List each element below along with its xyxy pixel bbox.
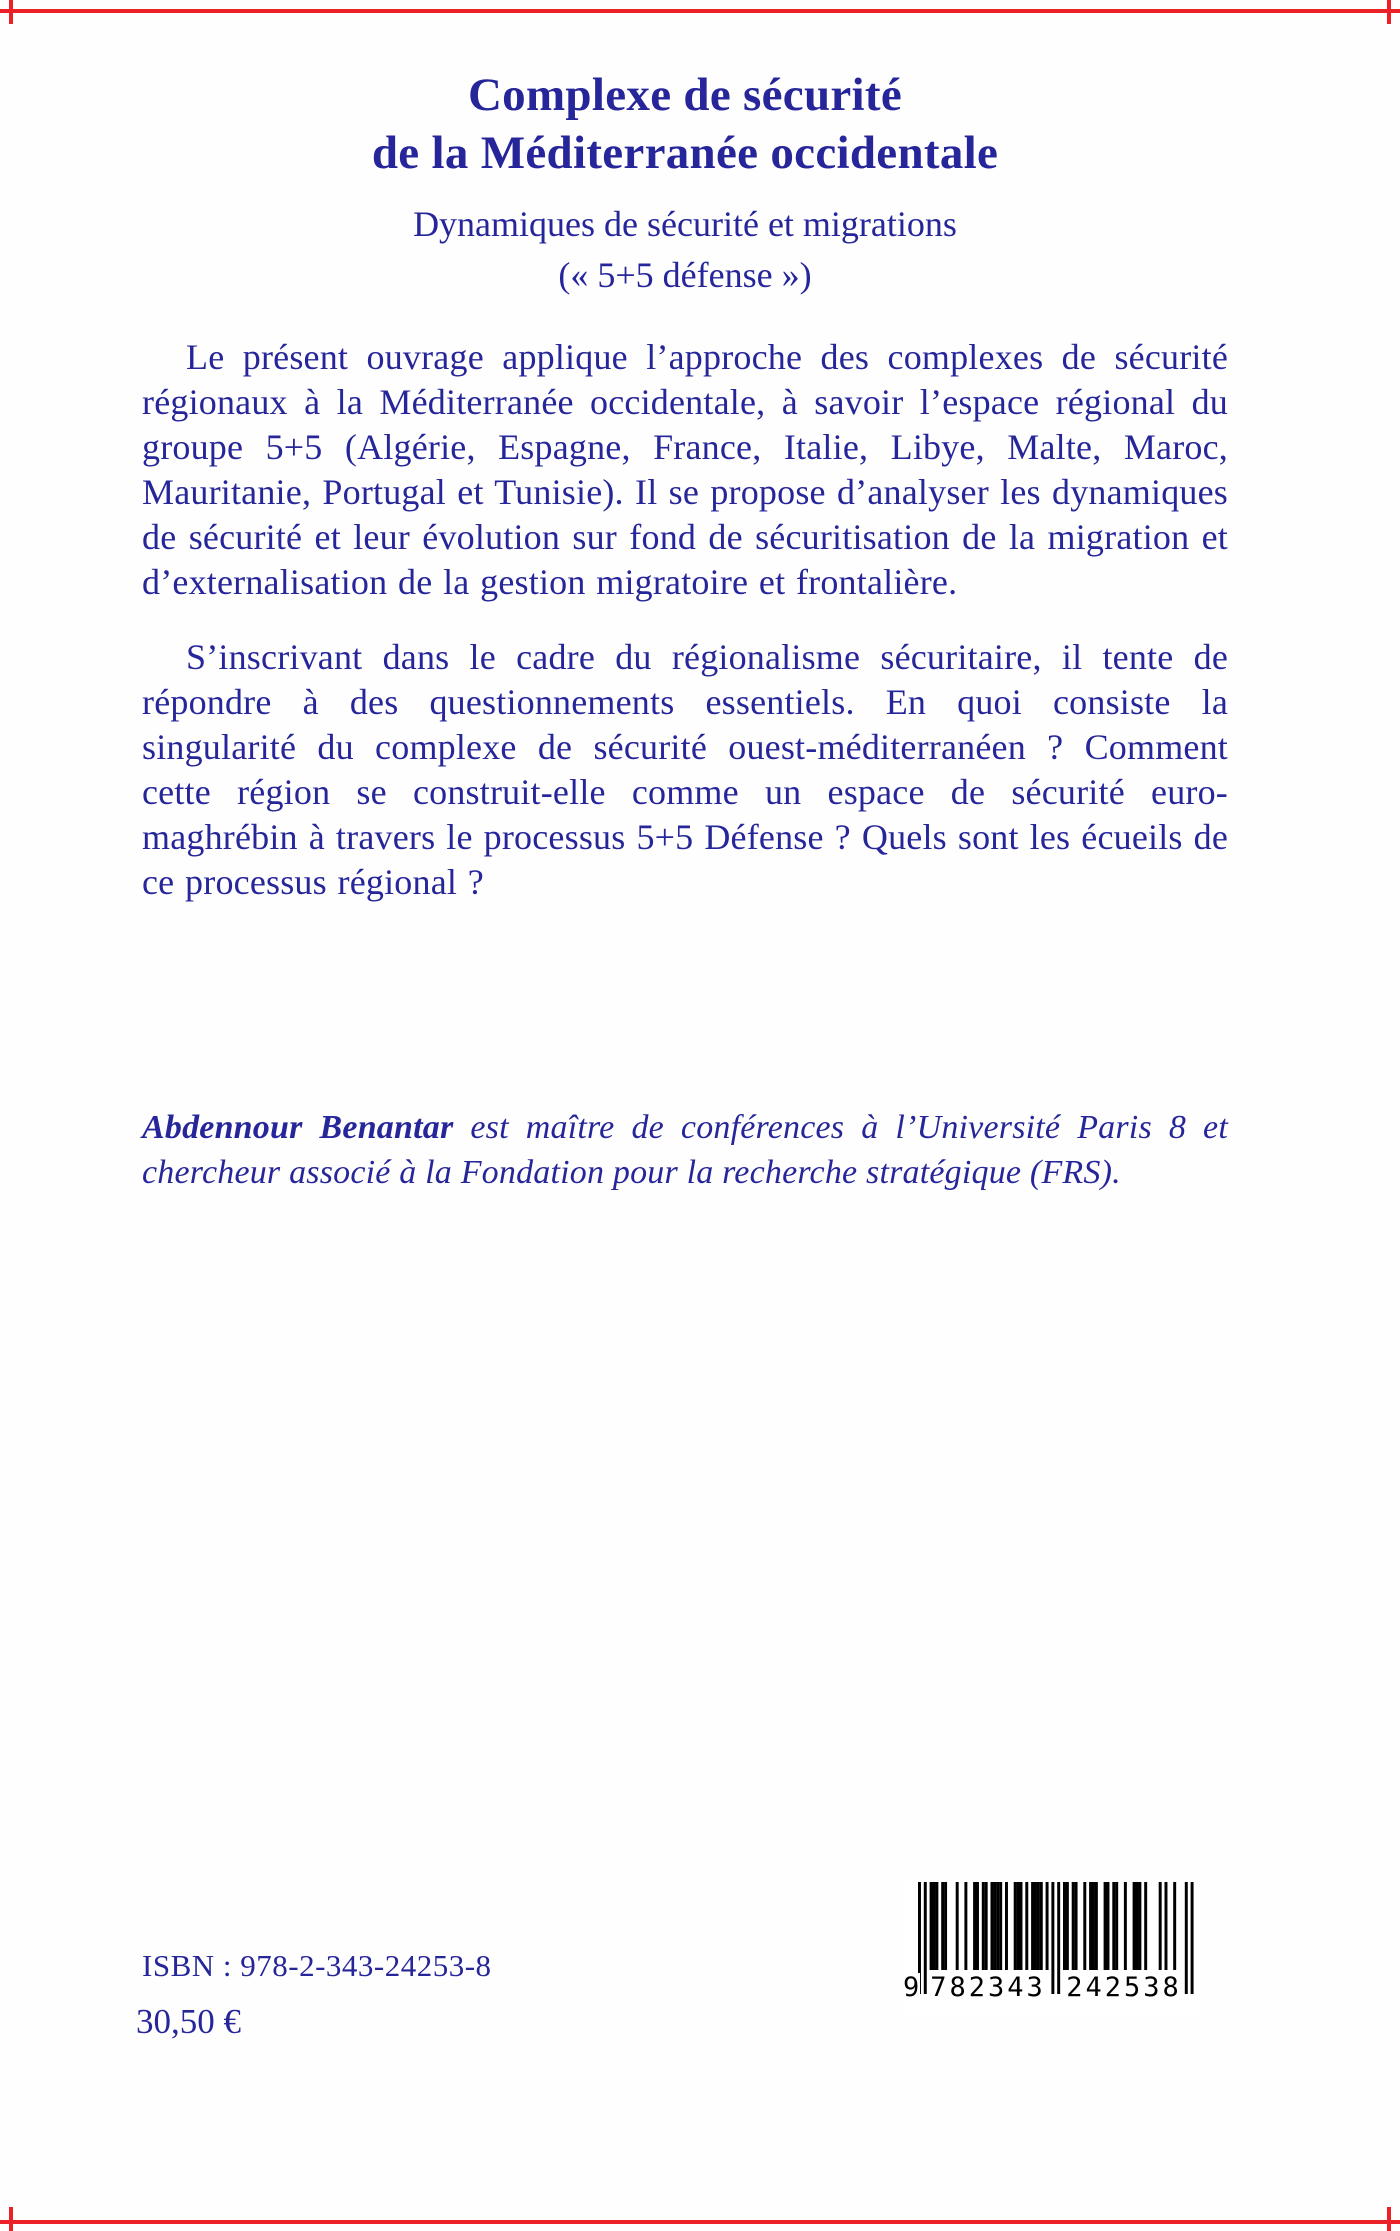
barcode-digits-group2: 242538 [1066, 1972, 1182, 2003]
book-subtitle-line2: (« 5+5 défense ») [558, 254, 812, 295]
barcode [902, 1882, 1202, 2017]
back-cover-text-block [142, 0, 1228, 1195]
barcode-number [902, 1973, 1202, 2003]
barcode-digit-first: 9 [903, 1972, 920, 2003]
price-text: 30,50 € [136, 2002, 241, 2041]
synopsis-paragraph-1: Le présent ouvrage applique l’approche des complexes de sécurité régionaux à la Méditerranée occidentale, à savoir l’espace régional du groupe 5+5 (Algérie, Espagne, France, Italie, Libye, Malte, Maroc, Mauritanie, Portugal et Tunisie). Il se propose d’analyser les dynamiques de sécurité et leur évolution sur fond de sécuritisation de la migration et d’externalisation de la gestion migratoire et frontalière. [142, 336, 1228, 602]
author-bio [142, 1105, 1228, 1195]
crop-mark-bottom-left-tick [9, 2207, 13, 2231]
crop-mark-bottom-right-tick [1387, 2207, 1391, 2231]
book-title-line1: Complexe de sécurité [467, 69, 903, 121]
book-subtitle-line1: Dynamiques de sécurité et migrations [413, 203, 957, 244]
book-title-line2: de la Méditerranée occidentale [371, 127, 999, 180]
book-subtitle [142, 199, 1228, 301]
author-bio-text: est maître de conférences à l’Université Paris 8 et chercheur associé à la Fondation pour la recherche stratégique (FRS). [142, 1108, 1228, 1191]
synopsis-paragraph-2: S’inscrivant dans le cadre du régionalisme sécuritaire, il tente de répondre à des questionnements essentiels. En quoi consiste la singularité du complexe de sécurité ouest-méditerranéen ? Comment cette région se construit-elle comme un espace de sécurité euro-maghrébin à travers le processus 5+5 Défense ? Quels sont les écueils de ce processus régional ? [142, 636, 1228, 902]
crop-mark-bottom-line [0, 2220, 1400, 2224]
book-title [142, 66, 1228, 183]
crop-mark-top-left-tick [9, 0, 13, 24]
isbn-text: ISBN : 978-2-343-24253-8 [142, 1948, 492, 1983]
author-name: Abdennour Benantar [142, 1108, 454, 1146]
barcode-digits-group1: 782343 [930, 1972, 1046, 2003]
crop-mark-top-right-tick [1387, 0, 1391, 24]
